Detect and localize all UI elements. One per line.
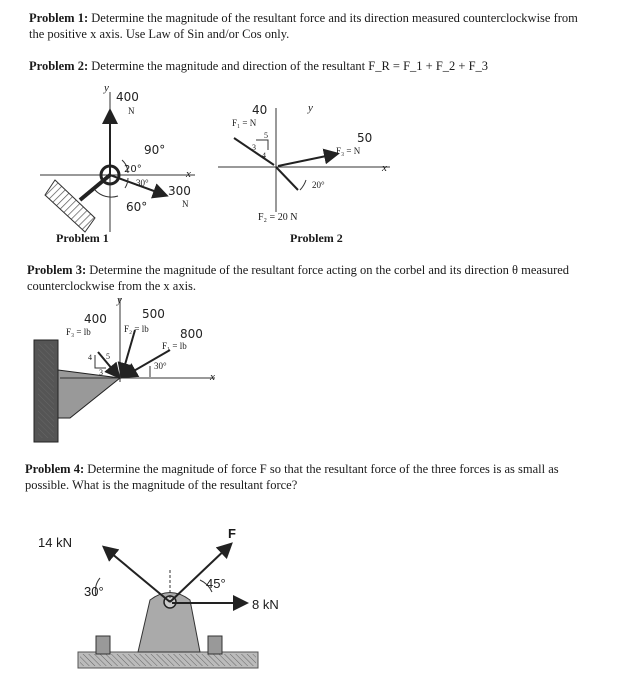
fig2-force-f2 [276,167,298,190]
fig1-angle-20: 20° [124,164,142,175]
fig2-f1-unit: N [249,118,257,128]
fig2-axis-x-label: x [382,162,387,174]
figure-4 [78,545,258,668]
fig3-f2-value: 500 [142,307,165,321]
fig3-slope-triangle [95,355,106,368]
problem-3-text: Determine the magnitude of the resultant force acting on the corbel and its direction θ measured counterclockwise from the x axis. [27,263,570,293]
fig2-f3-text [336,146,360,156]
problem-1-text: Determine the magnitude of the resultant force and its direction measured counterclockwise from the positive x axis. Use Law of Sin and/or Cos only. [29,11,578,41]
fig2-f1-label: F₁ = [232,118,250,128]
fig3-axis-x-label: x [210,371,215,383]
fig3-angle-30: 30° [154,361,167,371]
fig2-axis-y-label: y [308,102,313,114]
figure-1 [40,92,195,232]
fig1-force-top-value: 400 [116,90,139,104]
fig2-f2-label: F₂ = 20 N [258,212,298,223]
fig3-f1-unit: lb [179,341,187,351]
fig1-force-top-unit: N [128,106,135,116]
fig2-tri-3: 3 [252,143,256,152]
fig3-f2-label: F₂ = [124,324,142,334]
fig1-axis-x-label: x [186,168,191,180]
fig4-force-14kn [105,548,170,602]
fig1-angle-60: 60° [126,200,148,214]
fig3-f3-text [66,327,91,337]
problem-2-label: Problem 2: [29,59,89,73]
fig3-tri-3: 3 [99,368,103,377]
fig2-f1-value: 40 [252,103,268,117]
fig4-force-right-label: 8 kN [252,597,279,612]
fig2-f1-text [232,118,256,128]
fig3-f1-label: F₁ = [162,341,180,351]
problem-4-text: Determine the magnitude of force F so that the resultant force of the three forces is as small as possible. What is the magnitude of the resultant force? [25,462,559,492]
fig1-force-right-unit: N [182,199,189,209]
figure-3 [34,298,215,442]
fig3-f3-label: F₃ = [66,327,84,337]
fig3-f2-text [124,324,149,334]
fig1-angle-30: 30° [136,178,149,188]
fig3-f3-value: 400 [84,312,107,326]
fig4-force-left-label: 14 kN [38,535,72,550]
fig1-caption: Problem 1 [56,231,109,245]
fig2-f3-value: 50 [357,131,373,145]
fig3-force-f2 [122,330,135,375]
fig3-tri-5: 5 [106,352,110,361]
fig2-slope-triangle [256,140,268,150]
fig3-f1-text [162,341,187,351]
fig1-wall [45,180,95,232]
fig2-tri-4: 4 [262,151,266,160]
fig2-tri-5: 5 [264,131,268,140]
fig3-f2-unit: lb [141,324,149,334]
fig1-angle-90: 90° [144,143,166,157]
fig1-axis-y-label: y [104,82,109,94]
fig3-tri-4: 4 [88,353,92,362]
fig2-f3-unit: N [353,146,361,156]
problem-3-label: Problem 3: [27,263,87,277]
fig3-f3-unit: lb [83,327,91,337]
problem-2-text: Determine the magnitude and direction of the resultant F_R = F_1 + F_2 + F_3 [88,59,489,73]
fig2-angle-20: 20° [312,180,325,190]
fig1-force-right-value: 300 [168,184,191,198]
fig4-force-f [170,545,230,602]
fig2-caption: Problem 2 [290,231,343,245]
fig3-axis-y-label: y [117,294,122,306]
fig4-angle-45: 45° [206,576,226,591]
fig4-force-top-label: F [228,526,236,541]
problem-4-label: Problem 4: [25,462,85,476]
fig4-angle-30: 30° [84,584,104,599]
problem-1-label: Problem 1: [29,11,89,25]
fig3-corbel [58,370,120,418]
fig3-f1-value: 800 [180,327,203,341]
fig2-force-f3 [278,154,336,166]
fig2-f3-label: F₃ = [336,146,354,156]
